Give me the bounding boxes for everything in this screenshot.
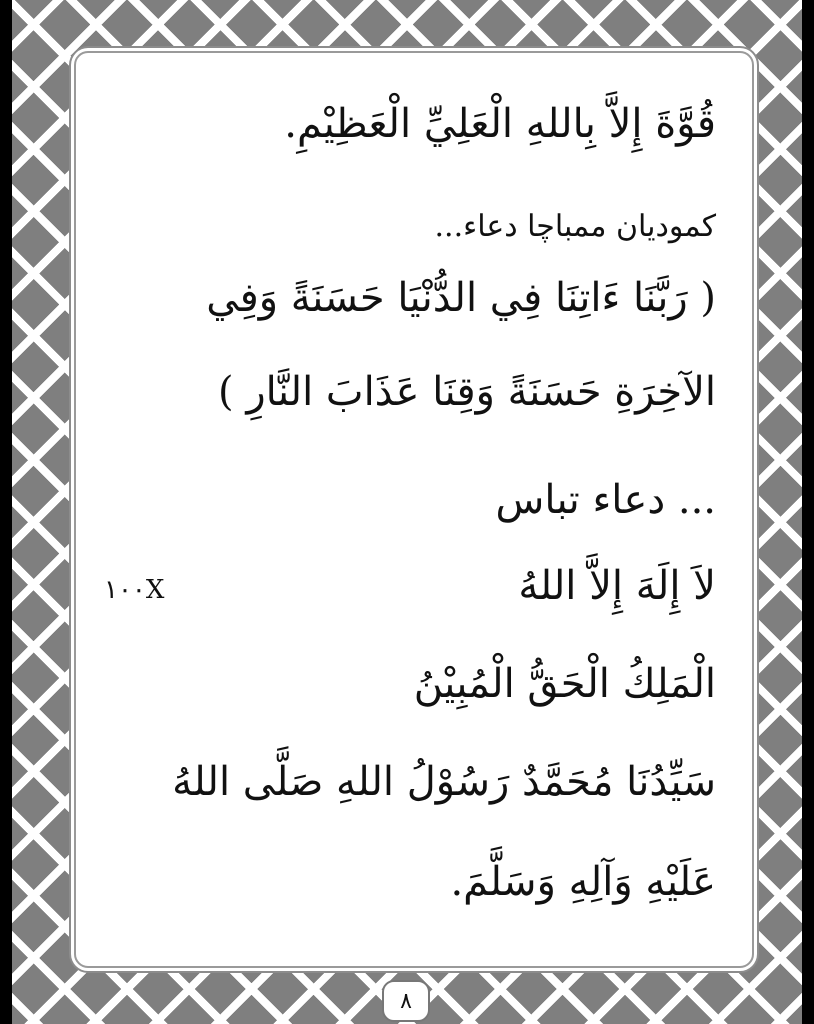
text-line-3: ( رَبَّنَا ءَاتِنَا فِي الدُّنْيَا حَسَنَةً وَفِي xyxy=(206,275,716,321)
text-line-9: عَلَيْهِ وَآلِهِ وَسَلَّمَ. xyxy=(450,859,716,905)
repeat-count: ١٠٠X xyxy=(104,575,165,605)
text-line-2: كموديان ممباچا دعاء... xyxy=(434,209,716,244)
decorative-border xyxy=(12,0,802,1024)
text-line-7: الْمَلِكُ الْحَقُّ الْمُبِيْنُ xyxy=(413,661,716,707)
text-line-4: الآخِرَةِ حَسَنَةً وَقِنَا عَذَابَ النَّارِ ) xyxy=(218,369,716,415)
text-line-5: ... دعاء تباس xyxy=(495,477,716,523)
text-line-1: قُوَّةَ إِلاَّ بِاللهِ الْعَلِيِّ الْعَظِيْمِ. xyxy=(284,101,716,147)
text-line-6: لاَ إِلَهَ إِلاَّ اللهُ xyxy=(518,563,716,609)
page-number: ٨ xyxy=(382,980,430,1022)
text-line-8: سَيِّدُنَا مُحَمَّدٌ رَسُوْلُ اللهِ صَلَّى اللهُ xyxy=(172,759,716,805)
page-sheet xyxy=(74,51,754,968)
